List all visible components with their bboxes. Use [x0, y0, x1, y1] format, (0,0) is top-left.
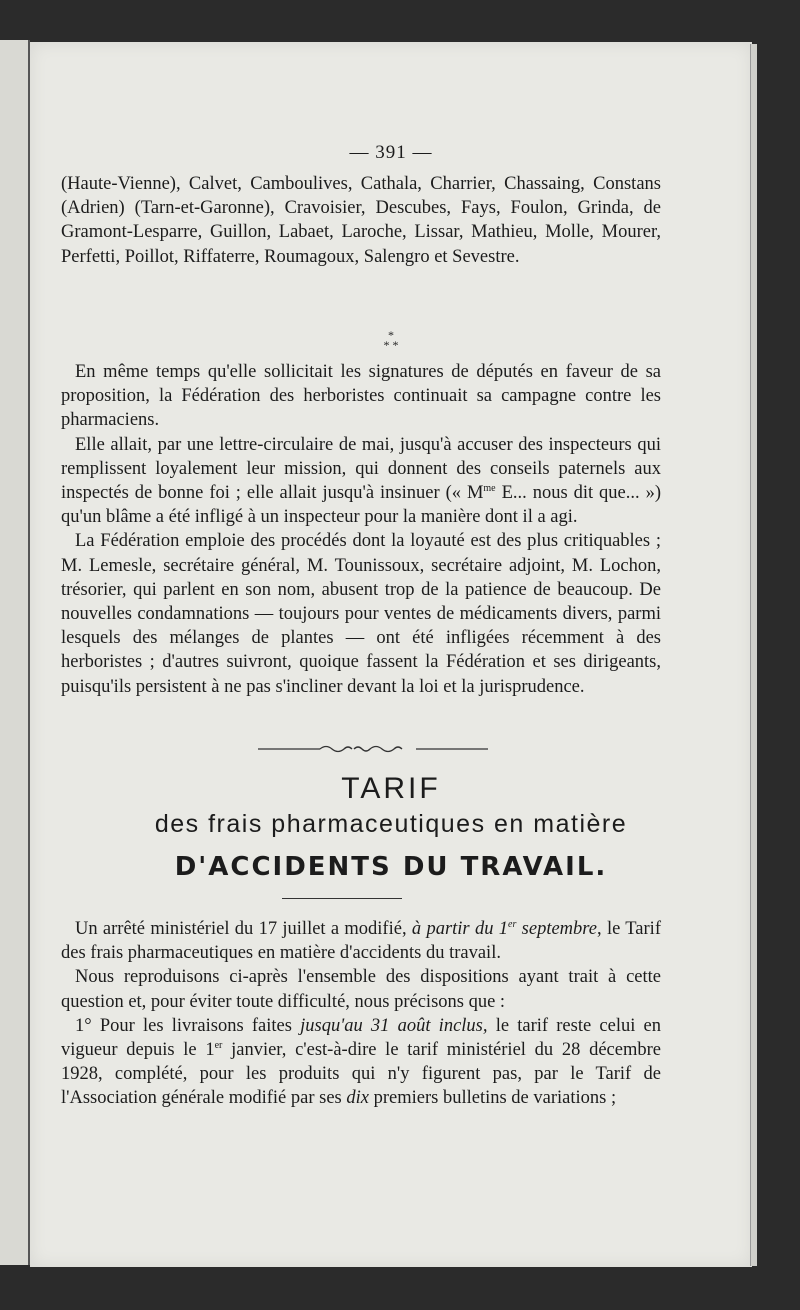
- paragraph-1: En même temps qu'elle sollicitait les signatures de députés en faveur de sa proposition, la Fédération des herboristes continuait sa campagne contre les pharmaciens.: [61, 362, 661, 431]
- body-block-2: [61, 917, 661, 1111]
- p4-sup: er: [508, 918, 517, 930]
- body-block-1: [61, 360, 661, 699]
- paragraph-2: [61, 433, 661, 530]
- p6-b: le tarif reste celui en vigueur depuis le 1: [61, 1015, 662, 1061]
- document-page: [30, 42, 752, 1267]
- p4-b: , le Tarif des frais pharmaceutiques en matière d'accidents du travail.: [61, 919, 661, 964]
- paragraph-2-start: Elle allait, par une lettre-circulaire de mai, jusqu'à accuser des inspecteurs qui remplissent loyalement leur mission, qui donnent des conseils paternels aux inspectés de bonne foi ; elle allait jusqu'à insinuer (« M: [61, 434, 661, 504]
- paragraph-2-sup: me: [483, 482, 496, 494]
- facing-page-edge: [0, 40, 30, 1265]
- p4-it: à partir du 1: [411, 919, 509, 939]
- section-title: TARIF: [341, 772, 441, 805]
- p6-it2: dix: [346, 1088, 369, 1109]
- section-subtitle-2: D'ACCIDENTS DU TRAVAIL.: [174, 852, 608, 882]
- asterism: * * *: [383, 328, 399, 352]
- paragraph-4: [61, 917, 661, 965]
- p6-it: jusqu'au 31 août inclus,: [300, 1015, 488, 1036]
- section-rule: [282, 898, 402, 899]
- p6-c: janvier, c'est-à-dire le tarif ministériel du 28 décembre 1928, complété, pour les produits qui n'y figurent pas, par le Tarif de l'Association générale modifié par ses: [61, 1040, 661, 1109]
- ornament-divider: [258, 742, 488, 756]
- paragraph-3: La Fédération emploie des procédés dont la loyauté est des plus critiquables ; M. Lemesle, secrétaire général, M. Tounissoux, secrétaire adjoint, M. Lochon, trésorier, qui parlent en son nom, abusent trop de la patience de beaucoup. De nouvelles condamnations — toujours pour ventes de médicaments divers, parmi lesquels des mélanges de plantes — ont été infligées récemment à des herboristes ; d'autres suivront, quoique fassent la Fédération et ses dirigeants, puisqu'ils persistent à ne pas s'incliner devant la loi et la jurisprudence.: [61, 531, 661, 697]
- intro-paragraph: [61, 172, 661, 269]
- paragraph-6: [61, 1014, 661, 1111]
- p4-it2: septembre: [516, 919, 598, 939]
- page-number: — 391 —: [349, 142, 433, 163]
- section-subtitle: des frais pharmaceutiques en matière: [154, 810, 628, 838]
- p6-d: premiers bulletins de variations ;: [368, 1088, 617, 1109]
- page-edge: [750, 44, 757, 1266]
- p6-a: 1° Pour les livraisons faites: [75, 1015, 301, 1036]
- p6-sup: er: [214, 1039, 223, 1051]
- intro-text: (Haute-Vienne), Calvet, Camboulives, Cathala, Charrier, Chassaing, Constans (Adrien) (Tarn-et-Garonne), Cravoisier, Descubes, Fays, Foulon, Grinda, de Gramont-Lesparre, Guillon, Labaet, Laroche, Lissar, Mathieu, Molle, Mourer, Perfetti, Poillot, Riffaterre, Roumagoux, Salengro et Sevestre.: [61, 174, 661, 267]
- p4-a: Un arrêté ministériel du 17 juillet a modifié,: [75, 919, 412, 939]
- paragraph-2-end: E... nous dit que... ») qu'un blâme a été infligé à un inspecteur pour la manière dont il a agi.: [61, 483, 661, 528]
- paragraph-5: Nous reproduisons ci-après l'ensemble des dispositions ayant trait à cette question et, pour éviter toute difficulté, nous précisons que :: [61, 967, 661, 1012]
